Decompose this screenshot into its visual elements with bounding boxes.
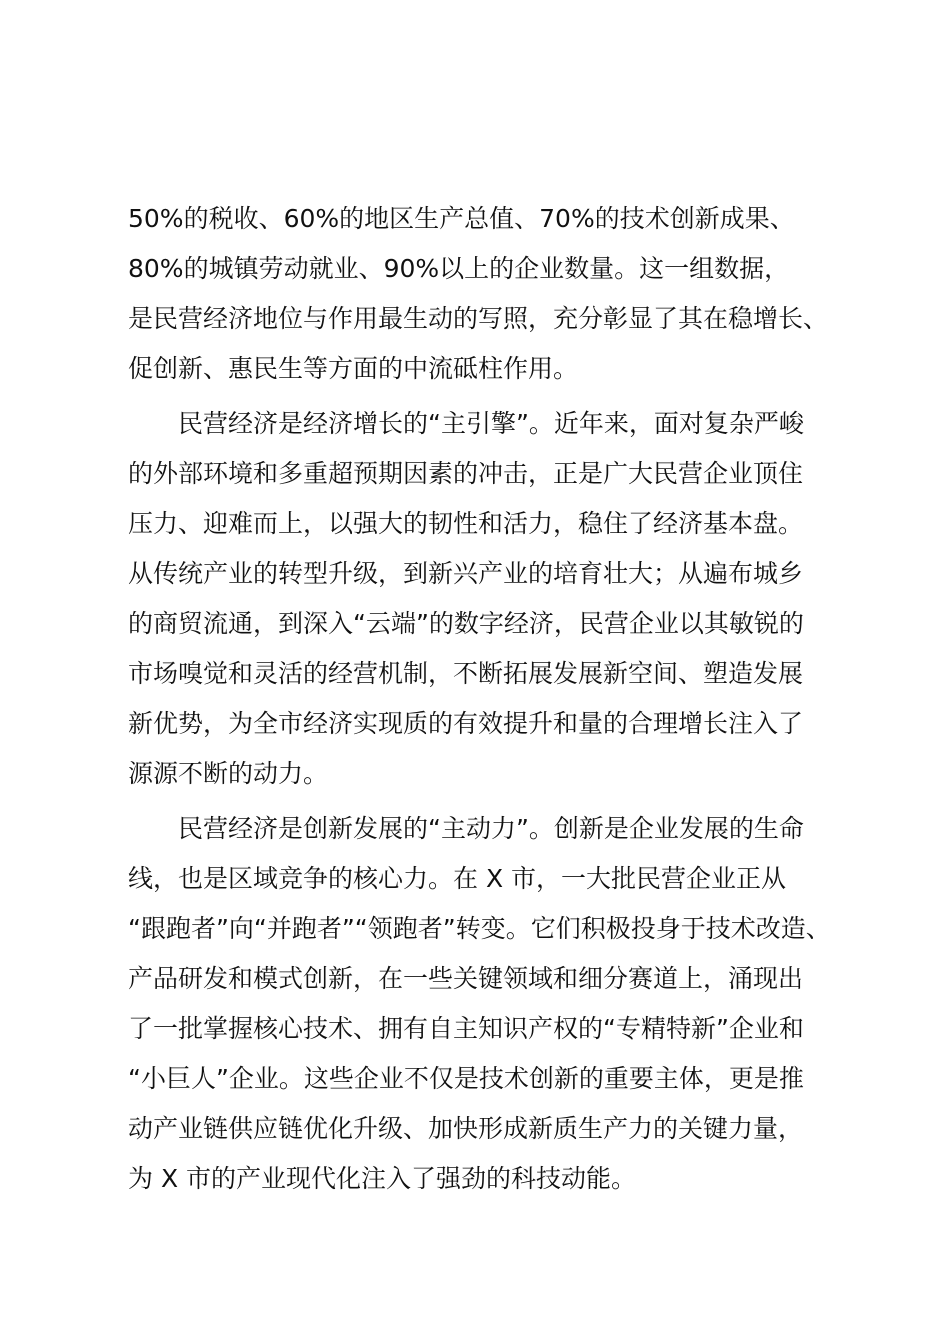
paragraph-line: 线，也是区域竞争的核心力。在 X 市，一大批民营企业正从 — [128, 864, 787, 893]
paragraph-line: 为 X 市的产业现代化注入了强劲的科技动能。 — [128, 1164, 637, 1193]
paragraph-line: 了一批掌握核心技术、拥有自主知识产权的“专精特新”企业和 — [128, 1014, 804, 1043]
paragraph-line: 促创新、惠民生等方面的中流砥柱作用。 — [128, 354, 579, 383]
paragraph-1 — [128, 194, 840, 394]
paragraph-line: 动产业链供应链优化升级、加快形成新质生产力的关键力量， — [128, 1114, 804, 1143]
paragraph-line: 民营经济是经济增长的“主引擎”。近年来，面对复杂严峻 — [178, 409, 804, 438]
paragraph-line: “小巨人”企业。这些企业不仅是技术创新的重要主体，更是推 — [128, 1064, 804, 1093]
paragraph-line: 产品研发和模式创新，在一些关键领域和细分赛道上，涌现出 — [128, 964, 804, 993]
paragraph-line: 市场嗅觉和灵活的经营机制，不断拓展发展新空间、塑造发展 — [128, 659, 804, 688]
paragraph-line: 的商贸流通，到深入“云端”的数字经济，民营企业以其敏锐的 — [128, 609, 804, 638]
paragraph-line: 新优势，为全市经济实现质的有效提升和量的合理增长注入了 — [128, 709, 804, 738]
paragraph-line: 压力、迎难而上，以强大的韧性和活力，稳住了经济基本盘。 — [128, 509, 804, 538]
document-body — [128, 194, 840, 1209]
paragraph-line: 是民营经济地位与作用最生动的写照，充分彰显了其在稳增长、 — [128, 304, 829, 333]
paragraph-line: 源源不断的动力。 — [128, 759, 329, 788]
paragraph-line: 80%的城镇劳动就业、90%以上的企业数量。这一组数据， — [128, 254, 790, 283]
paragraph-line: 的外部环境和多重超预期因素的冲击，正是广大民营企业顶住 — [128, 459, 804, 488]
paragraph-3 — [128, 804, 840, 1204]
paragraph-line: “跟跑者”向“并跑者”“领跑者”转变。它们积极投身于技术改造、 — [128, 914, 831, 943]
paragraph-2 — [128, 399, 840, 799]
paragraph-line: 民营经济是创新发展的“主动力”。创新是企业发展的生命 — [178, 814, 804, 843]
paragraph-line: 50%的税收、60%的地区生产总值、70%的技术创新成果、 — [128, 204, 795, 233]
paragraph-line: 从传统产业的转型升级，到新兴产业的培育壮大；从遍布城乡 — [128, 559, 804, 588]
